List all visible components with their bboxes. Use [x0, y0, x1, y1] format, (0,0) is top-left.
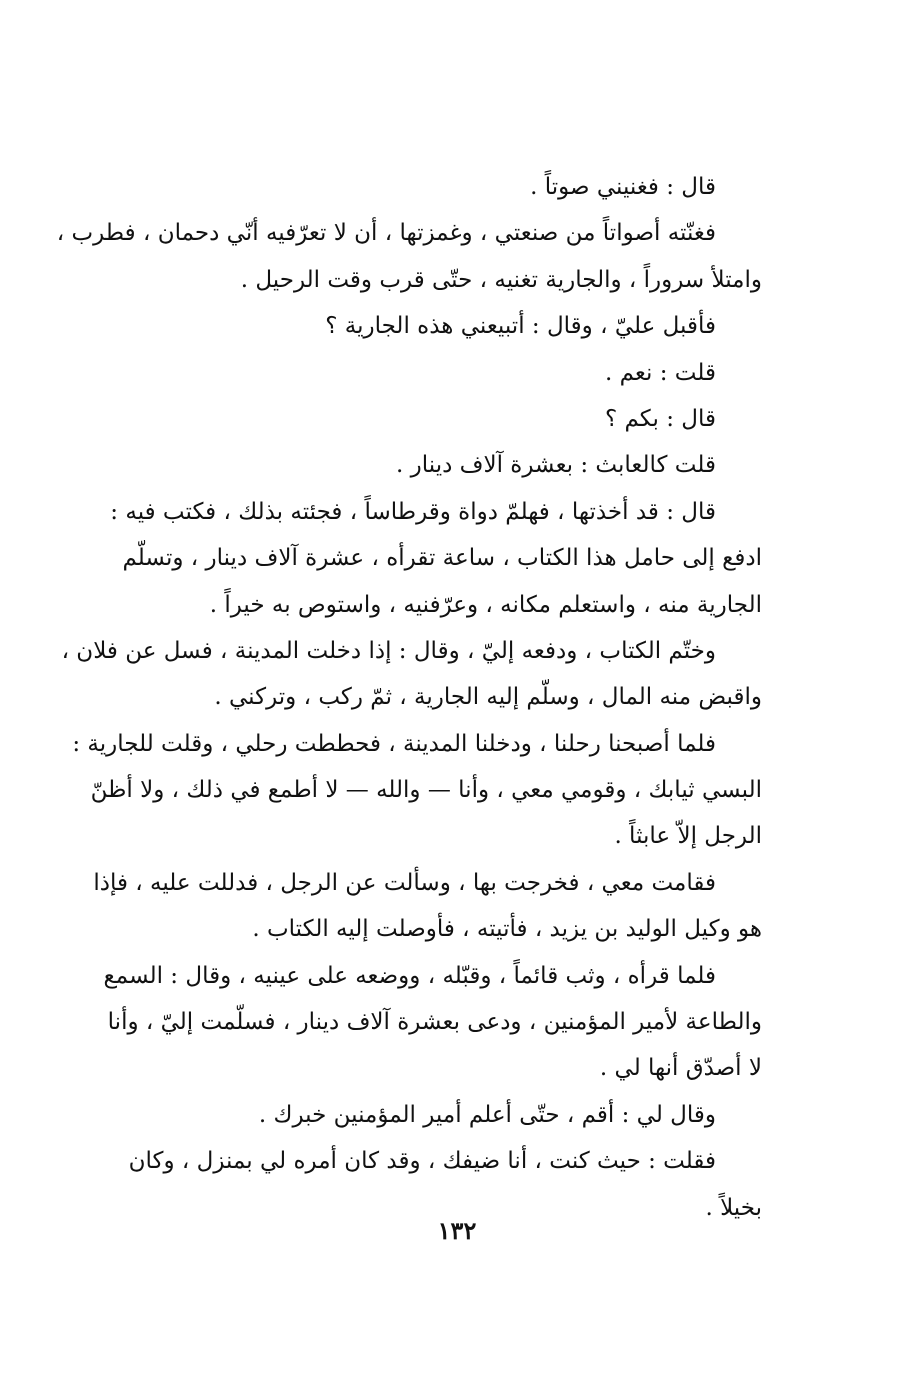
text-line: بخيلاً .: [705, 1194, 762, 1221]
text-line: لا أصدّق أنها لي .: [599, 1055, 762, 1082]
text-line: فغنّته أصواتاً من صنعتي ، وغمزتها ، أن لا تعرّفيه أنّي دحمان ، فطرب ،: [56, 220, 716, 247]
text-line: البسي ثيابك ، وقومي معي ، وأنا — والله — لا أطمع في ذلك ، ولا أظنّ: [90, 777, 762, 804]
text-line: قلت كالعابث : بعشرة آلاف دينار .: [396, 452, 716, 479]
text-line: فلما أصبحنا رحلنا ، ودخلنا المدينة ، فحططت رحلي ، وقلت للجارية :: [72, 730, 716, 757]
text-line: واقبض منه المال ، وسلّم إليه الجارية ، ثمّ ركب ، وتركني .: [214, 684, 762, 711]
body-text: [56, 164, 762, 1231]
text-line: الجارية منه ، واستعلم مكانه ، وعرّفنيه ، واستوص به خيراً .: [209, 591, 762, 618]
page-number: ١٣٢: [437, 1216, 477, 1245]
text-line: قال : قد أخذتها ، فهلمّ دواة وقرطاساً ، فجئته بذلك ، فكتب فيه :: [110, 498, 716, 525]
text-line: وامتلأ سروراً ، والجارية تغنيه ، حتّى قرب وقت الرحيل .: [240, 266, 762, 293]
text-line: فقامت معي ، فخرجت بها ، وسألت عن الرجل ، فدللت عليه ، فإذا: [93, 869, 716, 896]
text-line: ادفع إلى حامل هذا الكتاب ، ساعة تقرأه ، عشرة آلاف دينار ، وتسلّم: [122, 545, 762, 572]
text-line: وختّم الكتاب ، ودفعه إليّ ، وقال : إذا دخلت المدينة ، فسل عن فلان ،: [61, 637, 716, 664]
text-line: الرجل إلاّ عابثاً .: [614, 823, 762, 850]
text-line: قال : فغنيني صوتاً .: [530, 174, 716, 200]
text-line: هو وكيل الوليد بن يزيد ، فأتيته ، فأوصلت إليه الكتاب .: [252, 916, 762, 943]
text-line: فقلت : حيث كنت ، أنا ضيفك ، وقد كان أمره لي بمنزل ، وكان: [128, 1148, 716, 1175]
text-line: فأقبل عليّ ، وقال : أتبيعني هذه الجارية ؟: [325, 313, 716, 340]
text-line: والطاعة لأمير المؤمنين ، ودعى بعشرة آلاف دينار ، فسلّمت إليّ ، وأنا: [107, 1009, 762, 1036]
text-line: وقال لي : أقم ، حتّى أعلم أمير المؤمنين خبرك .: [258, 1101, 716, 1128]
text-line: فلما قرأه ، وثب قائماً ، وقبّله ، ووضعه على عينيه ، وقال : السمع: [103, 962, 716, 989]
text-line: قلت : نعم .: [605, 359, 716, 386]
text-line: قال : بكم ؟: [604, 405, 716, 432]
